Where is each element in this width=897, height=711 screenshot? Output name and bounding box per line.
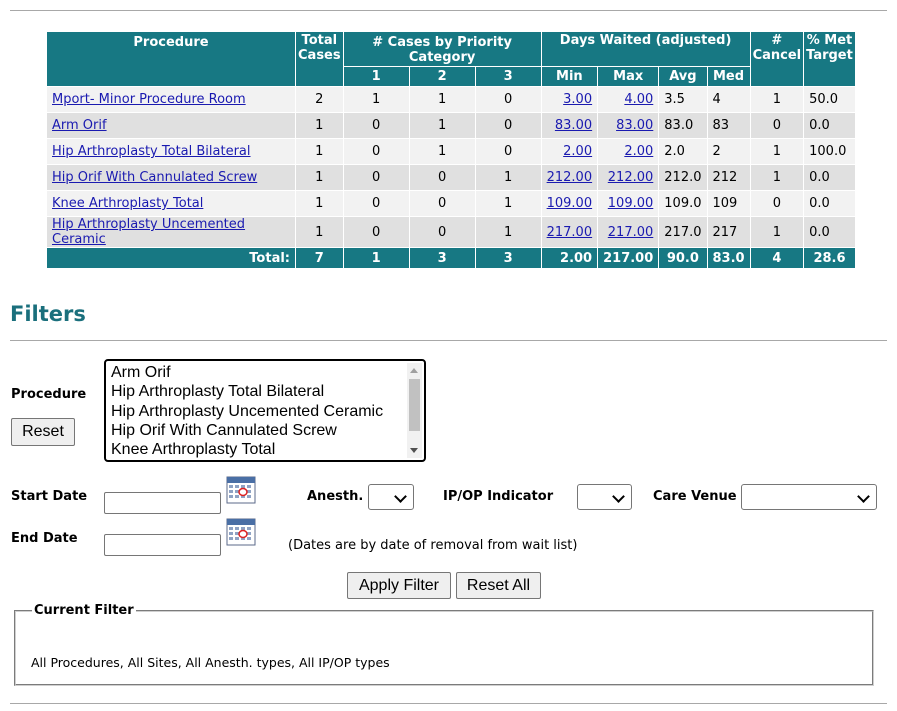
care-venue-select[interactable] bbox=[741, 484, 877, 510]
max-link[interactable]: 4.00 bbox=[624, 92, 654, 107]
ipop-select[interactable] bbox=[577, 484, 632, 510]
start-date-input[interactable] bbox=[104, 492, 221, 514]
min-link[interactable]: 3.00 bbox=[563, 92, 593, 107]
calendar-icon[interactable] bbox=[226, 476, 256, 504]
care-venue-label: Care Venue bbox=[653, 489, 737, 504]
col-priority-2: 2 bbox=[409, 67, 475, 87]
priority-2-sum: 3 bbox=[409, 248, 475, 269]
max-total: 217.00 bbox=[598, 248, 659, 269]
procedure-option[interactable]: Knee Arthroplasty Total bbox=[111, 441, 276, 459]
procedure-option[interactable]: Arm Orif bbox=[111, 364, 171, 381]
max-link[interactable]: 212.00 bbox=[607, 170, 654, 185]
cancel-cell: 1 bbox=[750, 139, 804, 165]
anesth-label: Anesth. bbox=[307, 489, 364, 504]
cancel-cell: 1 bbox=[750, 87, 804, 113]
procedure-label: Procedure bbox=[11, 387, 87, 402]
col-priority-group: # Cases by Priority Category bbox=[343, 32, 541, 67]
col-days-waited-group: Days Waited (adjusted) bbox=[541, 32, 750, 67]
date-note: (Dates are by date of removal from wait list) bbox=[288, 538, 578, 553]
met-target-cell: 0.0 bbox=[804, 165, 856, 191]
total-cases-sum: 7 bbox=[296, 248, 344, 269]
met-target-cell: 100.0 bbox=[804, 139, 856, 165]
scroll-up-icon[interactable] bbox=[410, 368, 418, 373]
priority-2-cell: 1 bbox=[409, 113, 475, 139]
avg-cell: 83.0 bbox=[659, 113, 707, 139]
bottom-divider bbox=[10, 703, 887, 704]
procedure-listbox[interactable] bbox=[104, 359, 426, 462]
total-cases-cell: 1 bbox=[296, 139, 344, 165]
cancel-cell: 0 bbox=[750, 113, 804, 139]
priority-2-cell: 1 bbox=[409, 139, 475, 165]
priority-1-cell: 0 bbox=[343, 191, 409, 217]
total-row bbox=[47, 248, 856, 269]
current-filter-text: All Procedures, All Sites, All Anesth. types, All IP/OP types bbox=[31, 655, 390, 670]
priority-1-cell: 0 bbox=[343, 139, 409, 165]
procedure-link[interactable]: Mport- Minor Procedure Room bbox=[52, 92, 246, 107]
min-link[interactable]: 109.00 bbox=[546, 196, 593, 211]
col-max: Max bbox=[598, 67, 659, 87]
reset-all-button[interactable]: Reset All bbox=[456, 572, 541, 599]
met-target-cell: 50.0 bbox=[804, 87, 856, 113]
total-cases-cell: 1 bbox=[296, 165, 344, 191]
max-link[interactable]: 217.00 bbox=[607, 224, 654, 240]
top-divider bbox=[10, 10, 887, 11]
avg-cell: 3.5 bbox=[659, 87, 707, 113]
end-date-label: End Date bbox=[11, 531, 78, 546]
avg-cell: 109.0 bbox=[659, 191, 707, 217]
ipop-label: IP/OP Indicator bbox=[443, 489, 554, 504]
current-filter-box bbox=[14, 603, 874, 686]
end-date-input[interactable] bbox=[104, 534, 221, 556]
listbox-scrollbar[interactable] bbox=[407, 363, 422, 458]
med-cell: 4 bbox=[707, 87, 750, 113]
med-cell: 109 bbox=[707, 191, 750, 217]
priority-1-cell: 0 bbox=[343, 217, 409, 248]
cancel-cell: 1 bbox=[750, 165, 804, 191]
filters-divider bbox=[10, 340, 887, 341]
col-priority-1: 1 bbox=[343, 67, 409, 87]
procedure-link[interactable]: Hip Orif With Cannulated Screw bbox=[52, 170, 258, 185]
wait-times-table bbox=[46, 31, 856, 269]
priority-2-cell: 0 bbox=[409, 191, 475, 217]
min-total: 2.00 bbox=[541, 248, 598, 269]
procedure-option[interactable]: Hip Orif With Cannulated Screw bbox=[111, 421, 337, 439]
col-min: Min bbox=[541, 67, 598, 87]
total-cases-cell: 1 bbox=[296, 191, 344, 217]
med-cell: 212 bbox=[707, 165, 750, 191]
avg-total: 90.0 bbox=[659, 248, 707, 269]
min-link[interactable]: 217.00 bbox=[546, 224, 593, 240]
met-target-cell: 0.0 bbox=[804, 191, 856, 217]
table-row bbox=[47, 217, 856, 248]
chevron-down-icon bbox=[857, 490, 870, 503]
min-link[interactable]: 212.00 bbox=[546, 170, 593, 185]
min-link[interactable]: 83.00 bbox=[554, 118, 593, 133]
met-target-cell: 0.0 bbox=[804, 113, 856, 139]
col-met-target: % Met Target bbox=[804, 32, 856, 87]
priority-2-cell: 0 bbox=[409, 165, 475, 191]
procedure-option[interactable]: Hip Arthroplasty Uncemented Ceramic bbox=[111, 402, 384, 420]
total-cases-cell: 1 bbox=[296, 113, 344, 139]
priority-1-sum: 1 bbox=[343, 248, 409, 269]
table-row bbox=[47, 139, 856, 165]
procedure-link[interactable]: Hip Arthroplasty Total Bilateral bbox=[52, 144, 251, 159]
procedure-link[interactable]: Arm Orif bbox=[52, 118, 107, 133]
med-cell: 217 bbox=[707, 217, 750, 248]
avg-cell: 2.0 bbox=[659, 139, 707, 165]
chevron-down-icon bbox=[394, 490, 407, 503]
med-cell: 83 bbox=[707, 113, 750, 139]
procedure-option[interactable]: Hip Arthroplasty Total Bilateral bbox=[111, 383, 325, 401]
priority-3-cell: 1 bbox=[475, 191, 541, 217]
col-avg: Avg bbox=[659, 67, 707, 87]
priority-1-cell: 0 bbox=[343, 165, 409, 191]
col-priority-3: 3 bbox=[475, 67, 541, 87]
cancel-cell: 1 bbox=[750, 217, 804, 248]
anesth-select[interactable] bbox=[368, 484, 414, 510]
priority-2-cell: 0 bbox=[409, 217, 475, 248]
col-med: Med bbox=[707, 67, 750, 87]
med-total: 83.0 bbox=[707, 248, 750, 269]
avg-cell: 212.0 bbox=[659, 165, 707, 191]
table-row bbox=[47, 87, 856, 113]
priority-3-sum: 3 bbox=[475, 248, 541, 269]
col-procedure: Procedure bbox=[47, 32, 296, 87]
filters-heading: Filters bbox=[10, 302, 86, 326]
col-total-cases: Total Cases bbox=[296, 32, 344, 87]
scrollbar-thumb[interactable] bbox=[409, 379, 420, 431]
max-link[interactable]: 109.00 bbox=[607, 196, 654, 211]
priority-3-cell: 0 bbox=[475, 113, 541, 139]
total-cases-cell: 2 bbox=[296, 87, 344, 113]
med-cell: 2 bbox=[707, 139, 750, 165]
priority-3-cell: 1 bbox=[475, 165, 541, 191]
apply-filter-button[interactable]: Apply Filter bbox=[347, 572, 451, 599]
cancel-cell: 0 bbox=[750, 191, 804, 217]
max-link[interactable]: 2.00 bbox=[624, 144, 654, 159]
max-link[interactable]: 83.00 bbox=[616, 118, 654, 133]
priority-3-cell: 0 bbox=[475, 87, 541, 113]
priority-1-cell: 1 bbox=[343, 87, 409, 113]
cancel-total: 4 bbox=[750, 248, 804, 269]
col-cancel: # Cancel bbox=[750, 32, 804, 87]
reset-button[interactable]: Reset bbox=[11, 418, 75, 446]
priority-2-cell: 1 bbox=[409, 87, 475, 113]
priority-3-cell: 0 bbox=[475, 139, 541, 165]
min-link[interactable]: 2.00 bbox=[563, 144, 593, 159]
total-label: Total: bbox=[47, 248, 296, 269]
scroll-down-icon[interactable] bbox=[410, 448, 418, 453]
calendar-icon[interactable] bbox=[226, 518, 256, 546]
current-filter-legend: Current Filter bbox=[34, 603, 134, 618]
chevron-down-icon bbox=[612, 490, 625, 503]
table-row bbox=[47, 113, 856, 139]
total-cases-cell: 1 bbox=[296, 217, 344, 248]
start-date-label: Start Date bbox=[11, 489, 88, 504]
table-row bbox=[47, 191, 856, 217]
met-target-total: 28.6 bbox=[804, 248, 856, 269]
priority-1-cell: 0 bbox=[343, 113, 409, 139]
priority-3-cell: 1 bbox=[475, 217, 541, 248]
met-target-cell: 0.0 bbox=[804, 217, 856, 248]
table-row bbox=[47, 165, 856, 191]
avg-cell: 217.0 bbox=[659, 217, 707, 248]
procedure-link[interactable]: Hip Arthroplasty Uncemented Ceramic bbox=[52, 217, 246, 247]
procedure-link[interactable]: Knee Arthroplasty Total bbox=[52, 196, 204, 211]
